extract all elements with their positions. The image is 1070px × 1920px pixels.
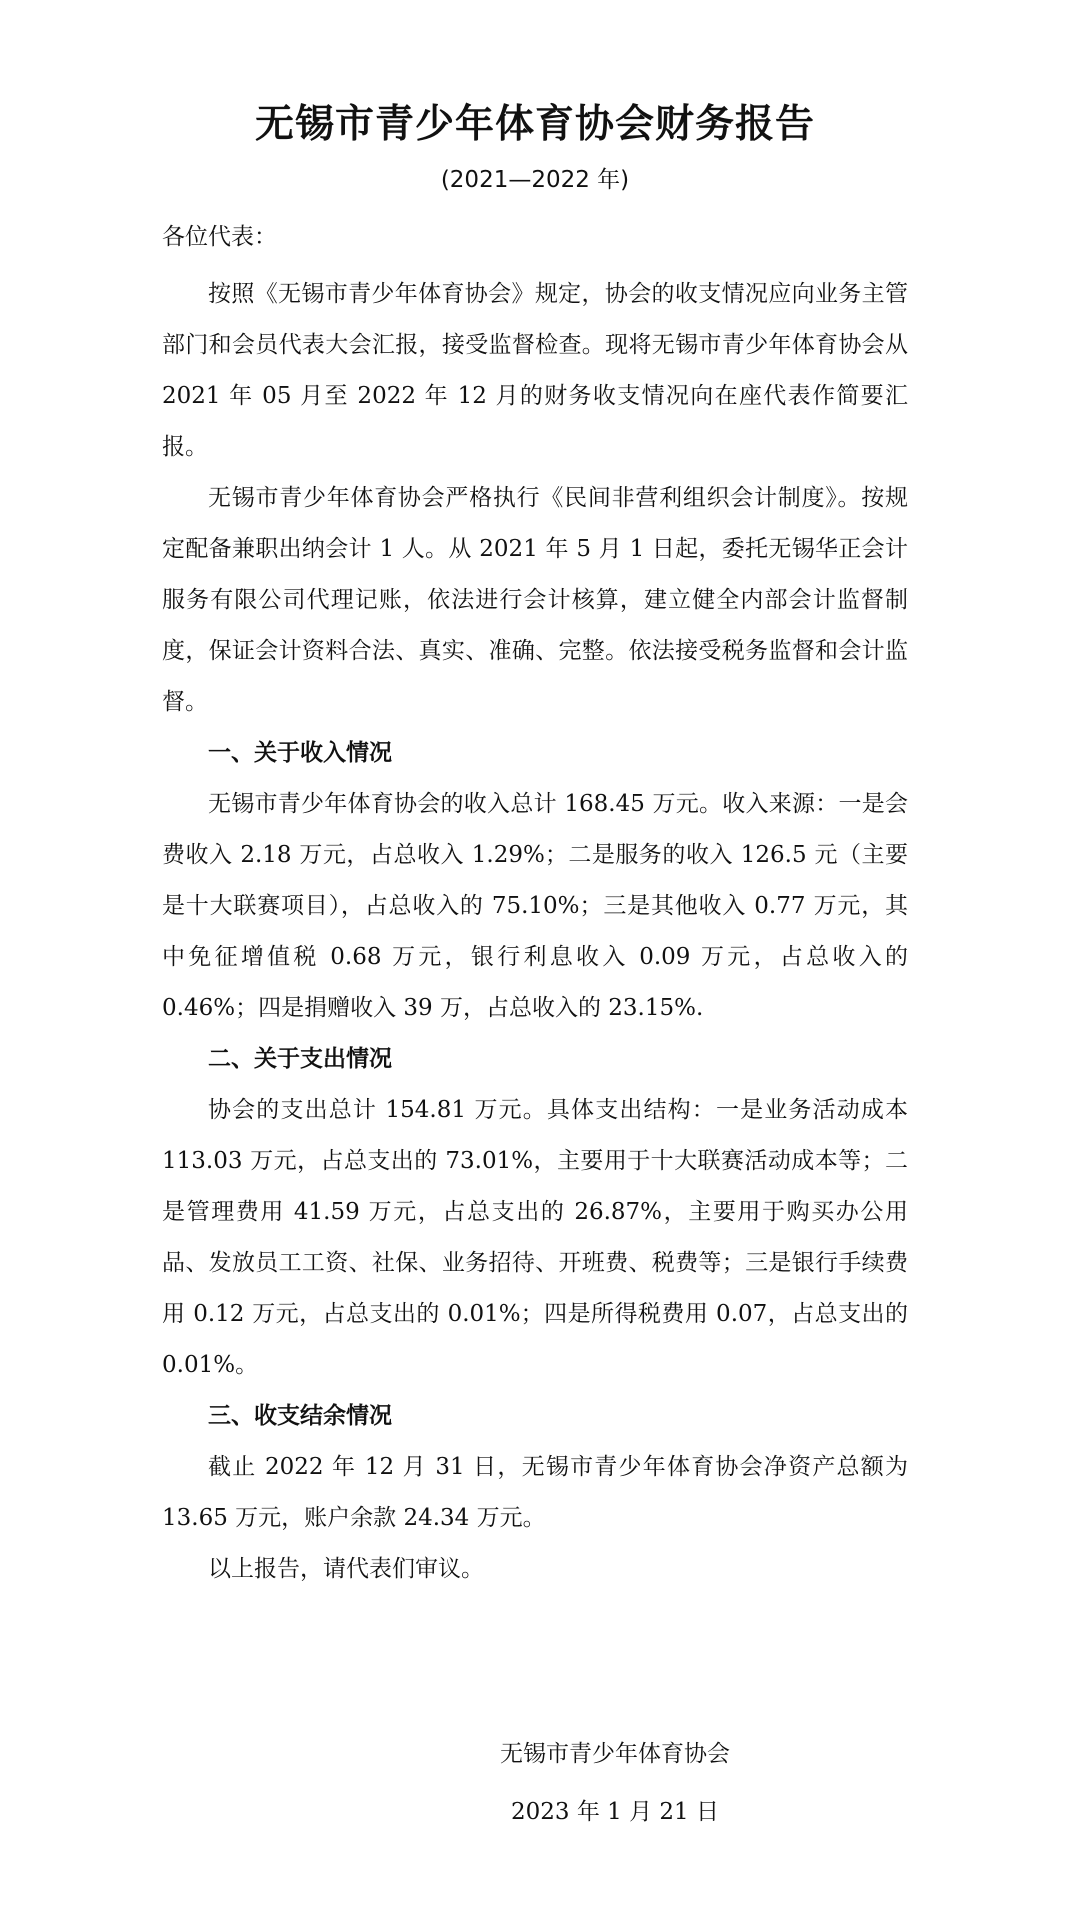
section-heading-balance: 三、收支结余情况 bbox=[208, 1403, 392, 1429]
intro-paragraph: 按照《无锡市青少年体育协会》规定，协会的收支情况应向业务主管部门和会员代表大会汇报，接受监督检查。现将无锡市青少年体育协会从 2021 年 05 月至 2022 年 12 月的财务收支情况向在座代表作简要汇报。 bbox=[162, 281, 908, 460]
signature-block bbox=[0, 1725, 1070, 1841]
report-title: 无锡市青少年体育协会财务报告 bbox=[254, 102, 815, 147]
section-heading-income: 一、关于收入情况 bbox=[208, 740, 392, 766]
closing-line: 以上报告，请代表们审议。 bbox=[208, 1556, 484, 1582]
section-heading-expense: 二、关于支出情况 bbox=[208, 1046, 392, 1072]
signature-date: 2023 年 1 月 21 日 bbox=[511, 1799, 719, 1825]
section-text-expense: 协会的支出总计 154.81 万元。具体支出结构：一是业务活动成本 113.03 万元，占总支出的 73.01%，主要用于十大联赛活动成本等；二是管理费用 41.59 万元，占总支出的 26.87%，主要用于购买办公用品、发放员工工资、社保、业务招待、开班费、税费等；三是银行手续费用 0.12 万元，占总支出的 0.01%；四是所得税费用 0.07，占总支出的 0.01%。 bbox=[162, 1097, 908, 1378]
report-period: (2021—2022 年) bbox=[440, 167, 630, 193]
report-body bbox=[162, 212, 908, 1595]
section-text-income: 无锡市青少年体育协会的收入总计 168.45 万元。收入来源：一是会费收入 2.18 万元，占总收入 1.29%；二是服务的收入 126.5 元（主要是十大联赛项目），占总收入的 75.10%；三是其他收入 0.77 万元，其中免征增值税 0.68 万元，银行利息收入 0.09 万元，占总收入的 0.46%；四是捐赠收入 39 万，占总收入的 23.15%. bbox=[162, 791, 908, 1021]
salutation: 各位代表： bbox=[162, 224, 277, 250]
signature-organization: 无锡市青少年体育协会 bbox=[500, 1741, 730, 1767]
section-text-balance: 截止 2022 年 12 月 31 日，无锡市青少年体育协会净资产总额为 13.65 万元，账户余款 24.34 万元。 bbox=[162, 1454, 908, 1531]
intro-paragraph: 无锡市青少年体育协会严格执行《民间非营利组织会计制度》。按规定配备兼职出纳会计 1 人。从 2021 年 5 月 1 日起，委托无锡华正会计服务有限公司代理记账，依法进行会计核算，建立健全内部会计监督制度，保证会计资料合法、真实、准确、完整。依法接受税务监督和会计监督。 bbox=[162, 485, 908, 715]
